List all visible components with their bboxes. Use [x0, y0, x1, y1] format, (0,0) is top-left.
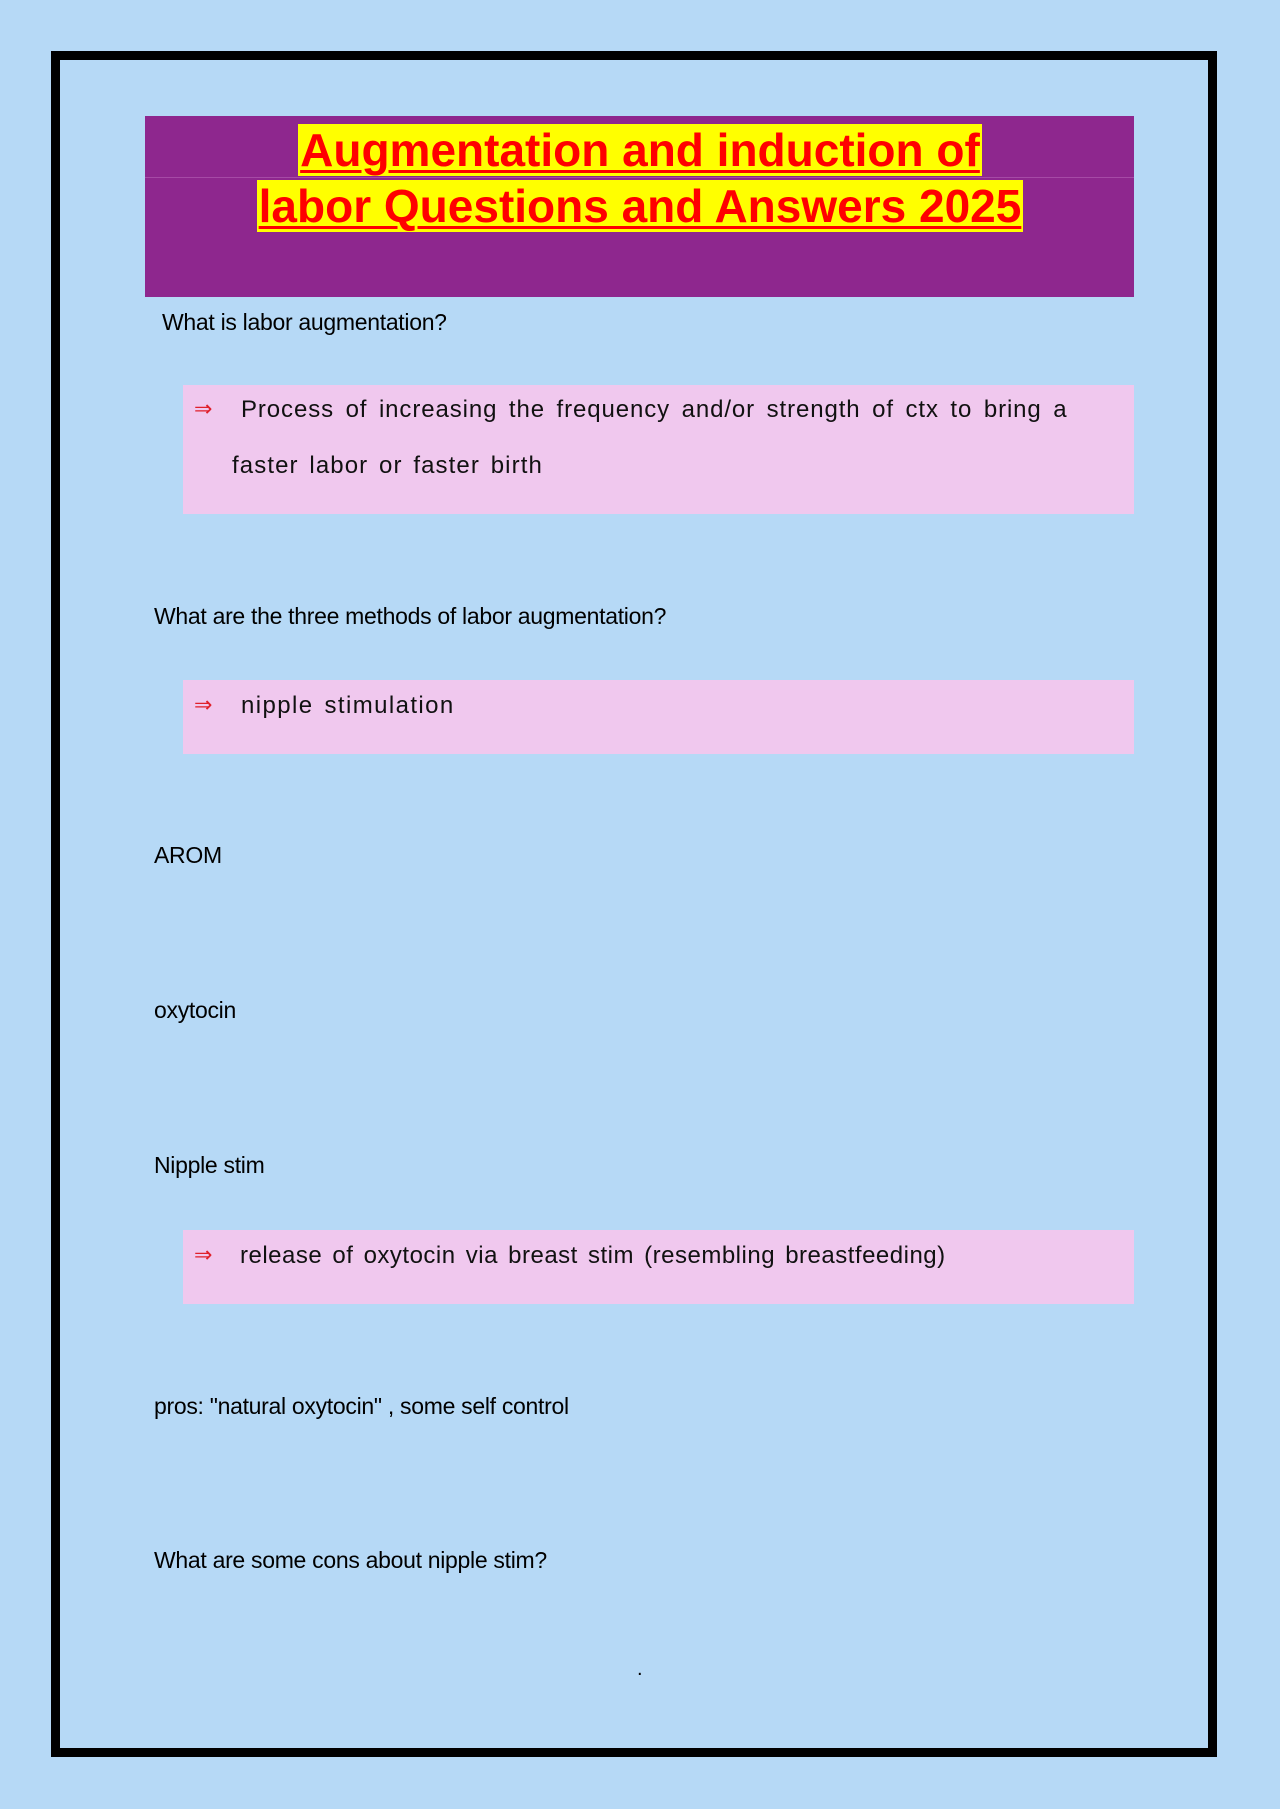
method-arom: AROM — [154, 842, 222, 868]
footer-dot: . — [637, 1658, 643, 1680]
answer-text-line-2: faster labor or faster birth — [232, 452, 543, 479]
question-three-methods: What are the three methods of labor augmentation? — [154, 603, 667, 629]
question-labor-augmentation: What is labor augmentation? — [162, 309, 447, 335]
answer-text: nipple stimulation — [241, 692, 455, 719]
answer-text: release of oxytocin via breast stim (resembling breastfeeding) — [240, 1242, 946, 1269]
method-nipple-stim: Nipple stim — [154, 1152, 265, 1178]
document-title-line-2: labor Questions and Answers 2025 — [258, 180, 1022, 232]
document-title-line-1: Augmentation and induction of — [300, 124, 980, 176]
answer-text-line-1: Process of increasing the frequency and/or strength of ctx to bring a — [241, 396, 1068, 423]
answer-box-3 — [183, 1230, 1134, 1304]
arrow-icon: ⇒ — [194, 693, 213, 718]
answer-box-1 — [183, 385, 1134, 514]
method-oxytocin: oxytocin — [154, 997, 236, 1023]
page-border — [51, 51, 1217, 1757]
arrow-icon: ⇒ — [194, 1243, 213, 1268]
question-cons-nipple-stim: What are some cons about nipple stim? — [154, 1547, 547, 1573]
answer-box-2 — [183, 680, 1134, 754]
nipple-stim-pros: pros: "natural oxytocin" , some self control — [154, 1393, 569, 1419]
arrow-icon: ⇒ — [194, 397, 213, 422]
